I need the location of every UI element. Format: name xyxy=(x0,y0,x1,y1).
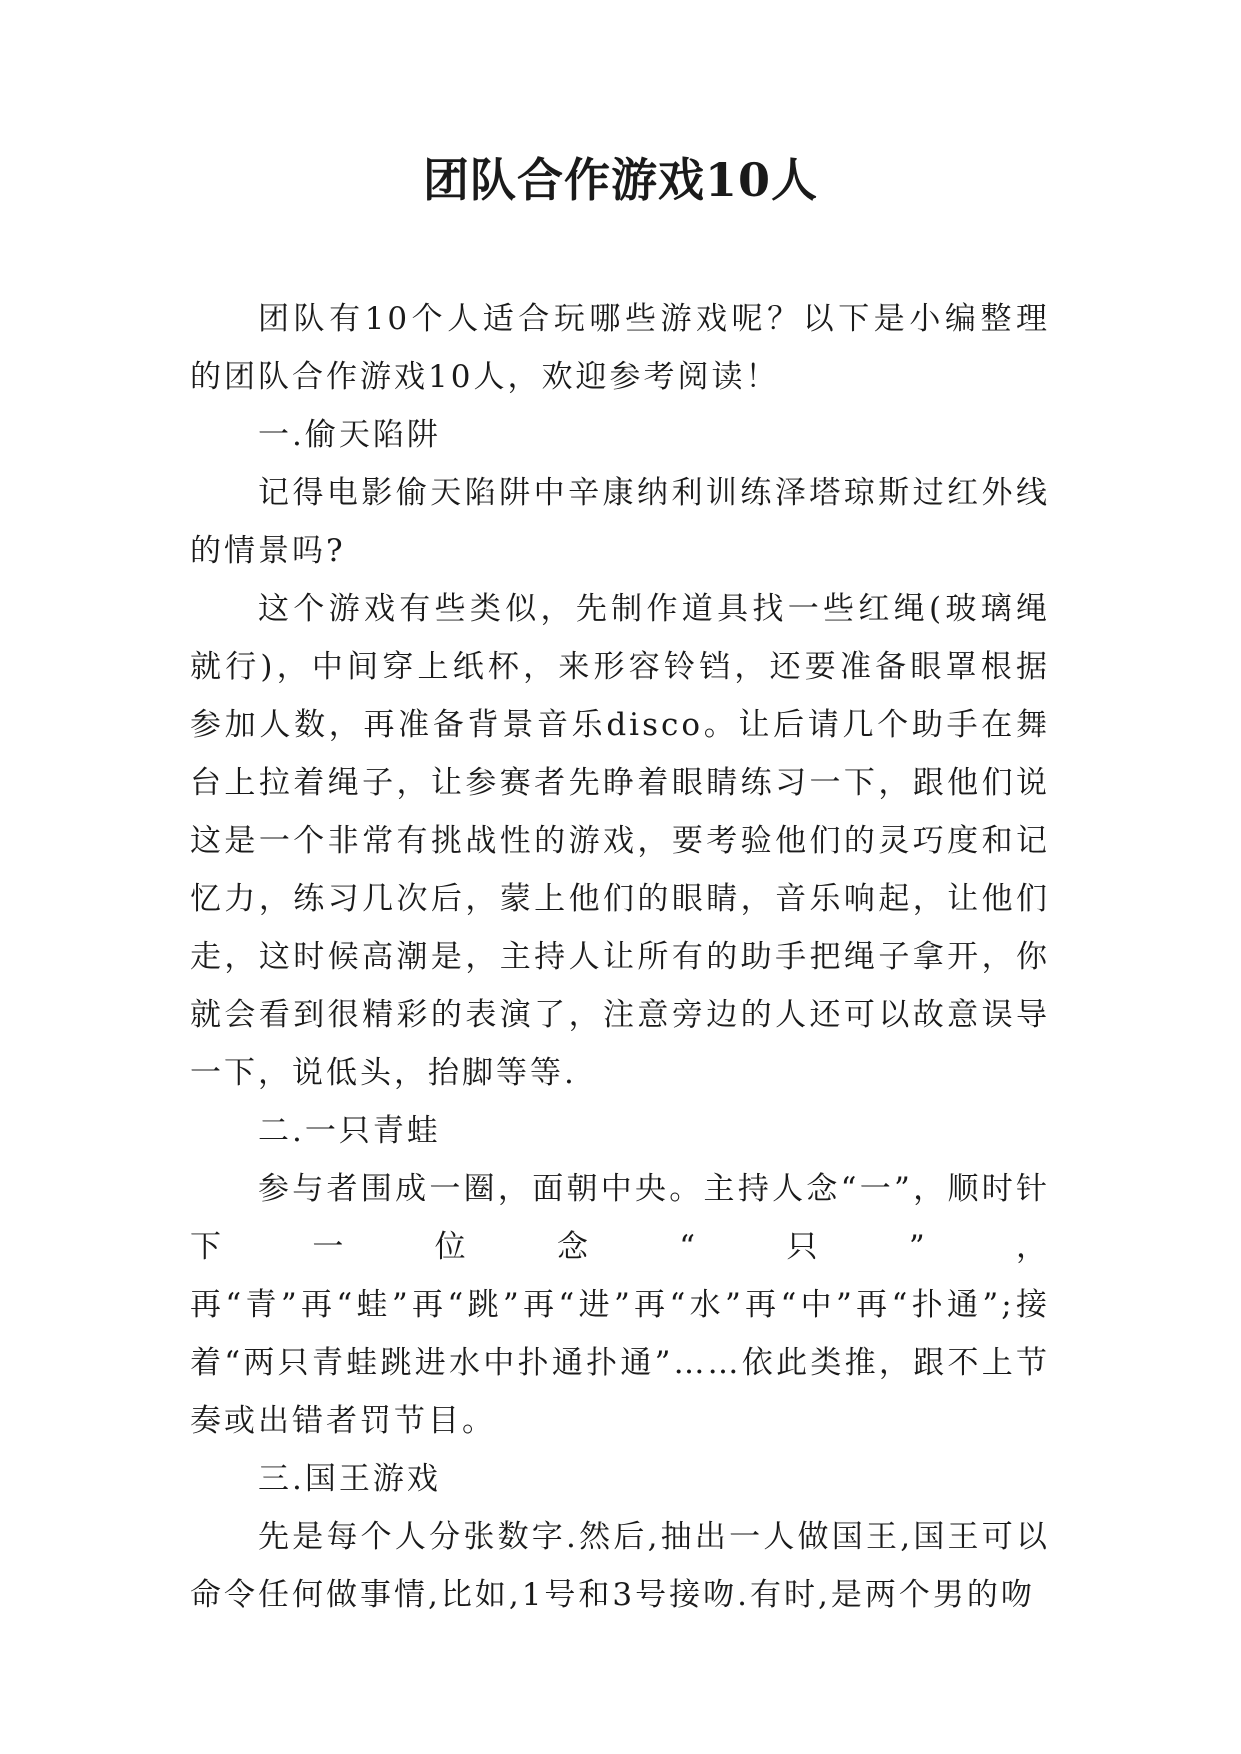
paragraph-intro: 团队有10个人适合玩哪些游戏呢？以下是小编整理的团队合作游戏10人，欢迎参考阅读！ xyxy=(190,301,1050,395)
paragraph: 参与者围成一圈，面朝中央。主持人念“一”，顺时针下一位念“只”，再“青”再“蛙”再“跳”再“进”再“水”再“中”再“扑通”;接着“两只青蛙跳进水中扑通扑通”……依此类推，跟不上节奏或出错者罚节目。 xyxy=(190,1171,1050,1439)
section-heading-2: 二.一只青蛙 xyxy=(258,1113,441,1149)
paragraph: 记得电影偷天陷阱中辛康纳利训练泽塔琼斯过红外线的情景吗? xyxy=(190,475,1050,569)
paragraph: 这个游戏有些类似，先制作道具找一些红绳(玻璃绳就行)，中间穿上纸杯，来形容铃铛，还要准备眼罩根据参加人数，再准备背景音乐disco。让后请几个助手在舞台上拉着绳子，让参赛者先睁着眼睛练习一下，跟他们说这是一个非常有挑战性的游戏，要考验他们的灵巧度和记忆力，练习几次后，蒙上他们的眼睛，音乐响起，让他们走，这时候高潮是，主持人让所有的助手把绳子拿开，你就会看到很精彩的表演了，注意旁边的人还可以故意误导一下，说低头，抬脚等等. xyxy=(190,591,1050,1091)
paragraph: 先是每个人分张数字.然后,抽出一人做国王,国王可以命令任何做事情,比如,1号和3号接吻.有时,是两个男的吻 xyxy=(190,1519,1050,1613)
section-heading-3: 三.国王游戏 xyxy=(258,1461,441,1497)
document-body xyxy=(190,290,1050,1624)
section-heading-1: 一.偷天陷阱 xyxy=(258,417,441,453)
document-title: 团队合作游戏10人 xyxy=(422,153,818,207)
